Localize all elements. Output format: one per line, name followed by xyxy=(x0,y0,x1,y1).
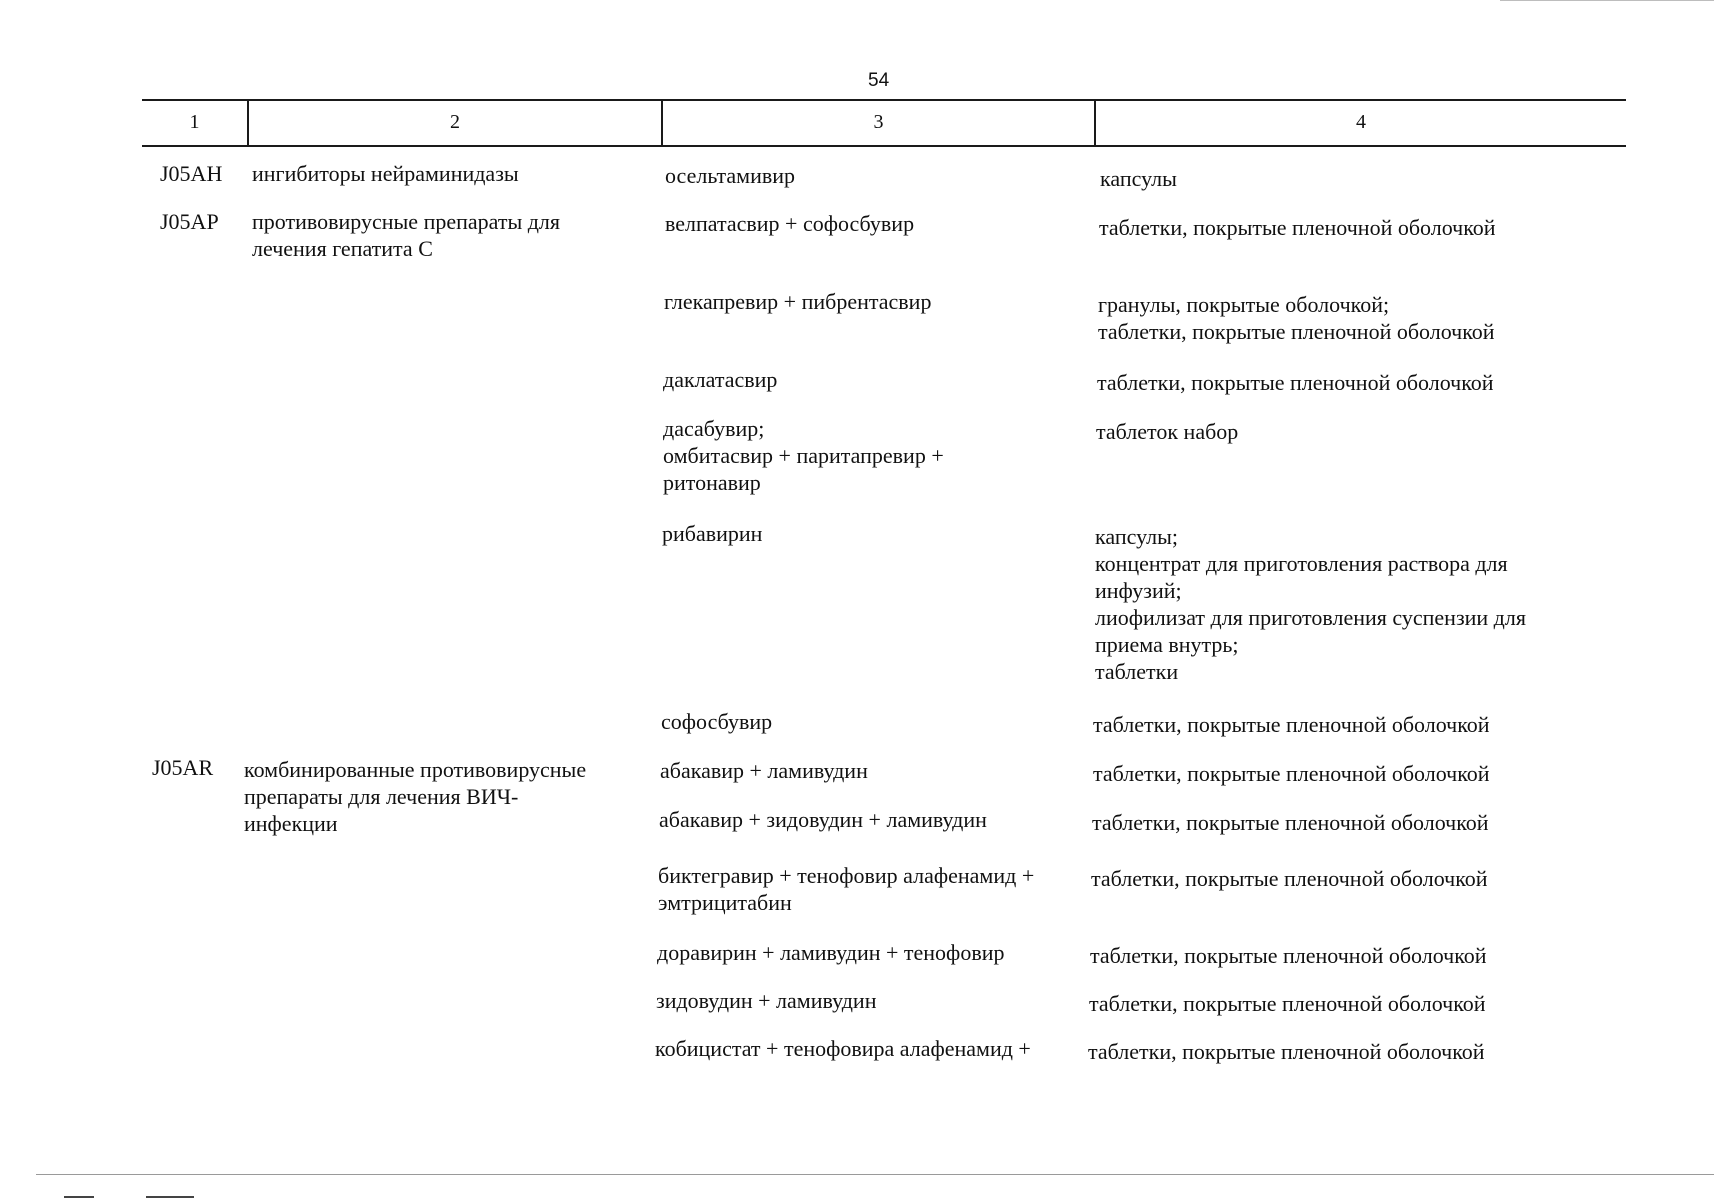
drug-name: биктегравир + тенофовир алафенамид + эмтрицитабин xyxy=(658,863,1035,915)
group-name: ингибиторы нейраминидазы xyxy=(252,161,519,186)
dosage-form: таблетки, покрытые пленочной оболочкой xyxy=(1093,712,1490,737)
header-col-3: 3 xyxy=(873,111,884,133)
header-col-1: 1 xyxy=(189,111,200,133)
dosage-form: таблеток набор xyxy=(1096,419,1239,444)
dosage-form: капсулы xyxy=(1100,166,1177,191)
drug-name: дасабувир; омбитасвир + паритапревир + ритонавир xyxy=(663,416,944,495)
dosage-form: таблетки, покрытые пленочной оболочкой xyxy=(1092,810,1489,835)
dosage-form: таблетки, покрытые пленочной оболочкой xyxy=(1088,1039,1485,1064)
dosage-form: таблетки, покрытые пленочной оболочкой xyxy=(1097,370,1494,395)
drug-name: даклатасвир xyxy=(663,367,778,392)
bottom-edge-mark xyxy=(64,1196,94,1198)
header-bottom-border xyxy=(142,145,1626,147)
dosage-form: таблетки, покрытые пленочной оболочкой xyxy=(1099,215,1496,240)
atc-code: J05AP xyxy=(160,209,219,234)
bottom-edge-rule xyxy=(36,1174,1714,1175)
drug-name: абакавир + ламивудин xyxy=(660,758,868,783)
drug-name: велпатасвир + софосбувир xyxy=(665,211,915,236)
drug-name: осельтамивир xyxy=(665,163,796,188)
drug-name: зидовудин + ламивудин xyxy=(656,988,877,1013)
dosage-form: гранулы, покрытые оболочкой; таблетки, покрытые пленочной оболочкой xyxy=(1098,292,1495,344)
drug-name: рибавирин xyxy=(662,521,763,546)
atc-code: J05AH xyxy=(160,161,223,186)
top-edge-rule xyxy=(1500,0,1714,1)
drug-name: глекапревир + пибрентасвир xyxy=(664,289,932,314)
header-col-2: 2 xyxy=(450,111,460,133)
dosage-form: таблетки, покрытые пленочной оболочкой xyxy=(1090,943,1487,968)
dosage-form: капсулы; концентрат для приготовления раствора для инфузий; лиофилизат для приготовления суспензии для приема внутрь; таблетки xyxy=(1095,524,1526,684)
dosage-form: таблетки, покрытые пленочной оболочкой xyxy=(1093,761,1490,786)
drug-name: софосбувир xyxy=(661,709,773,734)
header-col-4: 4 xyxy=(1356,111,1366,133)
header-top-border xyxy=(142,99,1626,101)
group-name: противовирусные препараты для лечения гепатита С xyxy=(252,209,561,261)
dosage-form: таблетки, покрытые пленочной оболочкой xyxy=(1091,866,1488,891)
table-header-row xyxy=(142,99,1626,148)
atc-code: J05AR xyxy=(152,755,214,780)
drug-name: кобицистат + тенофовира алафенамид + xyxy=(655,1036,1031,1061)
dosage-form: таблетки, покрытые пленочной оболочкой xyxy=(1089,991,1486,1016)
drug-name: доравирин + ламивудин + тенофовир xyxy=(657,940,1005,965)
bottom-edge-mark xyxy=(146,1196,194,1198)
page-number: 54 xyxy=(868,70,890,91)
drug-name: абакавир + зидовудин + ламивудин xyxy=(659,807,987,832)
group-name: комбинированные противовирусные препараты для лечения ВИЧ- инфекции xyxy=(244,757,587,836)
